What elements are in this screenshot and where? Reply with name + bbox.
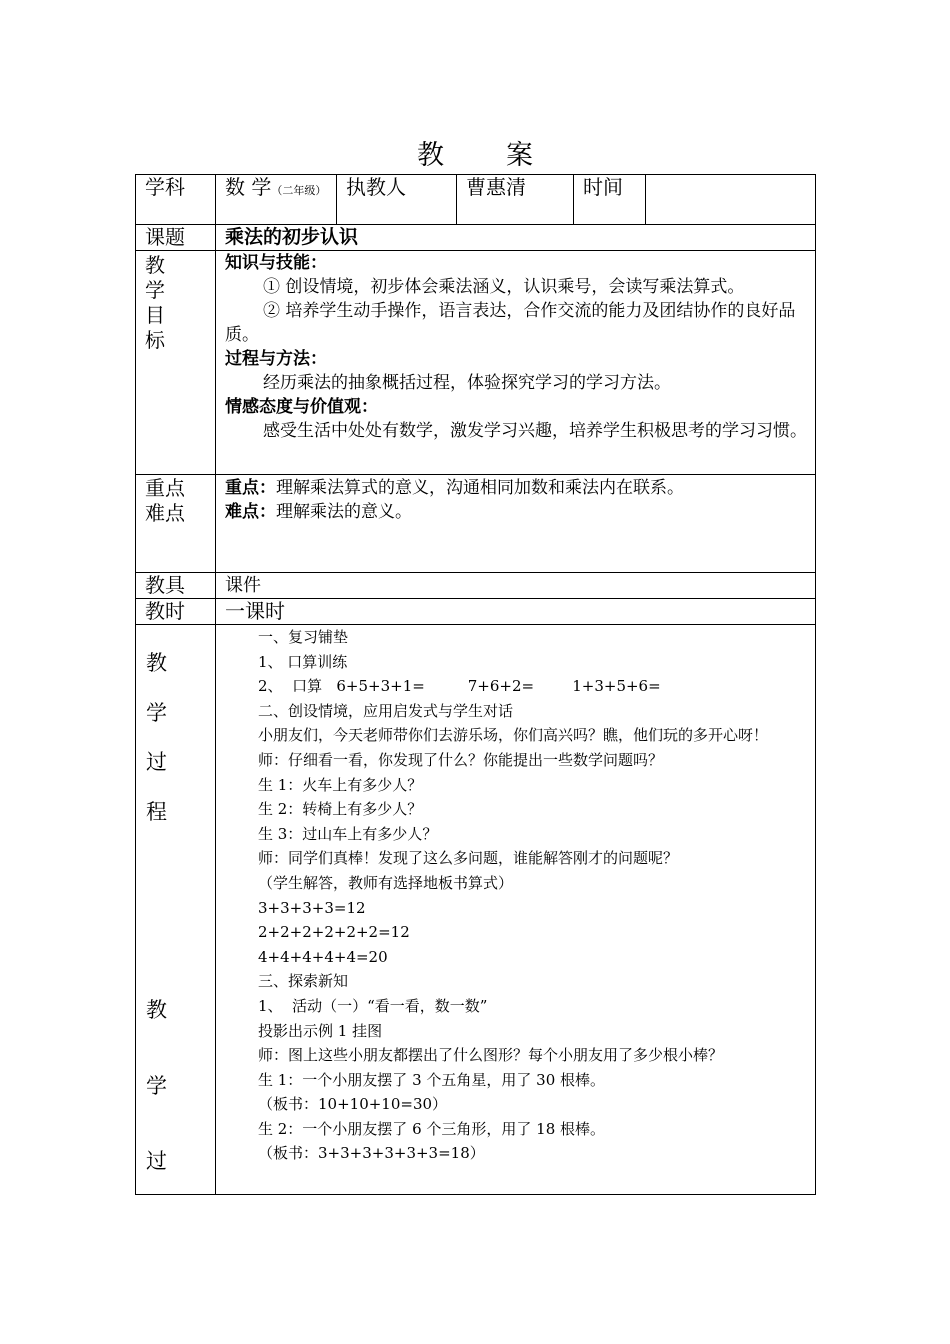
topic-row xyxy=(136,225,816,251)
process-line: 小朋友们，今天老师带你们去游乐场，你们高兴吗？瞧，他们玩的多开心呀！ xyxy=(258,726,769,745)
process-line: 生 1：一个小朋友摆了 3 个五角星，用了 30 根棒。 xyxy=(258,1070,606,1089)
keypoints-content xyxy=(216,475,816,573)
tools-row xyxy=(136,573,816,599)
process-row xyxy=(136,625,816,1195)
keypoints-label xyxy=(136,475,216,573)
process-line: 2、 口算 6+5+3+1= 7+6+2= 1+3+5+6= xyxy=(258,677,661,696)
key-point xyxy=(225,476,815,500)
grade-note: （二年级） xyxy=(271,184,327,197)
goals-label-char: 标 xyxy=(145,328,165,352)
process-label-char: 程 xyxy=(146,800,167,824)
process-label xyxy=(136,625,216,1195)
goals-content xyxy=(216,251,816,475)
process-line: （板书：3+3+3+3+3+3=18） xyxy=(258,1144,485,1163)
goals-row xyxy=(136,251,816,475)
goals-label xyxy=(136,251,216,475)
title-char-2: 案 xyxy=(506,140,533,171)
subject-cell xyxy=(216,175,337,225)
process-line: 师：图上这些小朋友都摆出了什么图形？每个小朋友用了多少根小棒？ xyxy=(258,1046,724,1065)
goals-item: 感受生活中处处有数学，激发学习兴趣，培养学生积极思考的学习习惯。 xyxy=(263,421,807,441)
subject-label: 学科 xyxy=(136,175,216,225)
process-label-char: 教 xyxy=(146,998,167,1022)
process-line: 投影出示例 1 挂图 xyxy=(258,1021,383,1040)
hard-point xyxy=(225,500,815,524)
process-line: 1、 活动（一）“看一看，数一数” xyxy=(258,996,488,1015)
subject-value: 数 学 xyxy=(225,175,272,199)
key-text: 理解乘法算式的意义，沟通相同加数和乘法内在联系。 xyxy=(276,478,684,498)
process-content xyxy=(216,625,816,1195)
process-line: 4+4+4+4+4=20 xyxy=(258,947,388,966)
key-label: 重点 xyxy=(145,476,185,500)
header-row xyxy=(136,175,816,225)
goals-label-char: 教 xyxy=(145,253,165,277)
hard-text: 理解乘法的意义。 xyxy=(276,502,412,522)
process-line: 2+2+2+2+2+2=12 xyxy=(258,923,410,942)
process-line: 3+3+3+3=12 xyxy=(258,898,366,917)
process-line: 三、探索新知 xyxy=(258,972,349,991)
process-line: 师：仔细看一看，你发现了什么？你能提出一些数学问题吗？ xyxy=(258,750,664,769)
process-label-char: 过 xyxy=(146,1149,167,1173)
hard-title: 难点： xyxy=(225,502,276,522)
process-label-char: 学 xyxy=(146,701,167,725)
teacher-label: 执教人 xyxy=(337,175,457,225)
process-line: 师：同学们真棒！发现了这么多问题，谁能解答刚才的问题呢？ xyxy=(258,849,679,868)
page-title xyxy=(0,133,950,172)
keypoints-row xyxy=(136,475,816,573)
hours-row xyxy=(136,599,816,625)
topic-value: 乘法的初步认识 xyxy=(216,225,816,251)
topic-label: 课题 xyxy=(136,225,216,251)
goals-item: ① 创设情境，初步体会乘法涵义，认识乘号，会读写乘法算式。 xyxy=(263,277,745,297)
process-line: （板书：10+10+10=30） xyxy=(258,1095,448,1114)
goals-section-title: 情感态度与价值观： xyxy=(225,397,378,417)
process-line: 生 3：过山车上有多少人？ xyxy=(258,824,438,843)
process-line: 1、 口算训练 xyxy=(258,652,348,671)
goals-label-char: 学 xyxy=(145,278,165,302)
goals-item: 经历乘法的抽象概括过程，体验探究学习的学习方法。 xyxy=(263,373,671,393)
time-value xyxy=(646,175,816,225)
lesson-plan-table xyxy=(135,174,816,1195)
process-label-char: 学 xyxy=(146,1074,167,1098)
tools-label: 教具 xyxy=(136,573,216,599)
title-char-1: 教 xyxy=(417,140,444,171)
process-label-char: 过 xyxy=(146,750,167,774)
process-line: 生 1：火车上有多少人？ xyxy=(258,775,423,794)
hours-label: 教时 xyxy=(136,599,216,625)
key-title: 重点： xyxy=(225,478,276,498)
goals-item: ② 培养学生动手操作，语言表达，合作交流的能力及团结协作的良好品质。 xyxy=(225,301,796,345)
tools-value: 课件 xyxy=(216,573,816,599)
process-line: （学生解答，教师有选择地板书算式） xyxy=(258,873,514,892)
goals-section-title: 知识与技能： xyxy=(225,253,327,273)
hours-value: 一课时 xyxy=(216,599,816,625)
teacher-value: 曹惠清 xyxy=(457,175,574,225)
hard-label: 难点 xyxy=(145,501,185,525)
process-line: 生 2：转椅上有多少人？ xyxy=(258,800,423,819)
process-line: 生 2：一个小朋友摆了 6 个三角形，用了 18 根棒。 xyxy=(258,1119,606,1138)
goals-section-title: 过程与方法： xyxy=(225,349,327,369)
process-label-char: 教 xyxy=(146,651,167,675)
process-line: 一、复习铺垫 xyxy=(258,628,349,646)
time-label: 时间 xyxy=(574,175,646,225)
goals-label-char: 目 xyxy=(145,303,165,327)
process-line: 二、创设情境，应用启发式与学生对话 xyxy=(258,701,514,720)
